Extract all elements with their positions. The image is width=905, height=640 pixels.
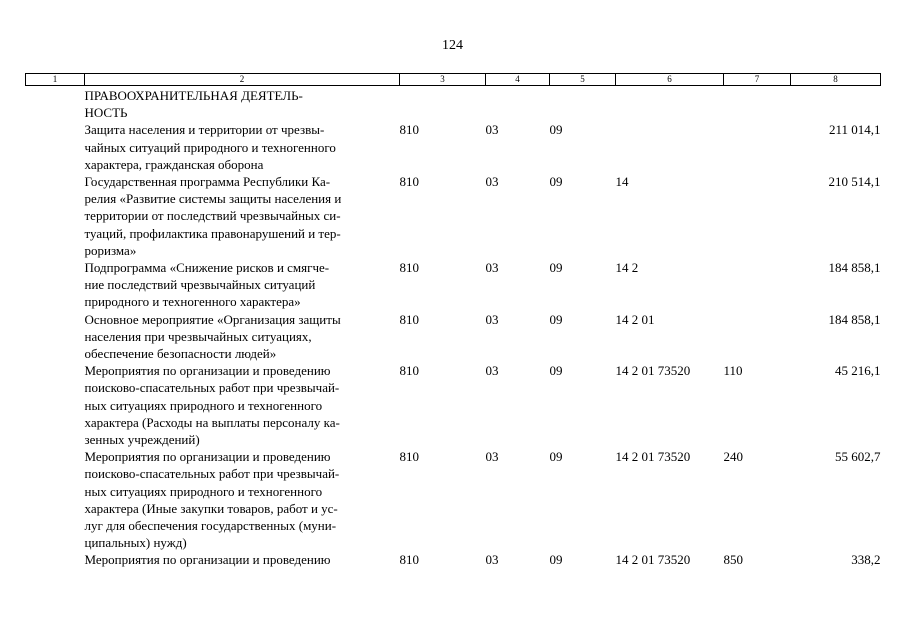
row-name-line: характера (Расходы на выплаты персоналу ка- [84,414,340,430]
row-number-cell [26,311,85,363]
cell-c7 [724,121,791,173]
row-name-line: характера, гражданская оборона [84,156,264,172]
cell-c5 [550,86,616,122]
row-name-line: населения при чрезвычайных ситуациях, [84,328,312,344]
cell-c8: 45 216,1 [835,363,881,379]
cell-c5: 09 [549,449,563,465]
cell-c7: 110 [723,363,743,379]
row-name-line: чайных ситуаций природного и техногенного [84,139,336,155]
row-name-line: характера (Иные закупки товаров, работ и ус- [84,500,338,516]
cell-c8: 55 602,7 [835,449,881,465]
row-name-line: ных ситуациях природного и техногенного [84,397,323,413]
cell-c8: 184 858,1 [828,311,881,327]
cell-c7: 240 [723,449,743,465]
cell-c6 [616,121,724,173]
row-name-line: обеспечение безопасности людей» [84,346,277,362]
row-name-cell [85,311,400,363]
row-name-line: природного и техногенного характера» [84,294,301,310]
table-row [26,259,881,311]
table-row [26,86,881,122]
row-number-cell [26,259,85,311]
table-body [26,86,881,569]
cell-c3 [400,86,486,122]
cell-c8 [791,86,881,122]
row-name-line: НОСТЬ [84,105,128,121]
cell-c5: 09 [549,174,563,190]
cell-c3: 810 [399,311,419,327]
row-name-line: зенных учреждений) [84,432,200,448]
row-name-line: Мероприятия по организации и проведению [84,449,331,465]
cell-c8: 184 858,1 [828,260,881,276]
cell-c4: 03 [485,260,499,276]
cell-c5: 09 [549,311,563,327]
row-name-line: Государственная программа Республики Ка- [84,174,331,190]
cell-c4: 03 [485,174,499,190]
cell-c4 [486,86,550,122]
column-header: 8 [791,74,881,86]
cell-c7 [724,311,791,363]
cell-c6: 14 2 01 73520 [615,449,691,465]
row-name-line: ных ситуациях природного и техногенного [84,483,323,499]
column-header: 6 [616,74,724,86]
cell-c3: 810 [399,449,419,465]
row-name-cell [85,121,400,173]
row-name-cell [85,259,400,311]
cell-c8: 210 514,1 [828,174,881,190]
row-number-cell [26,86,85,122]
row-name-line: Подпрограмма «Снижение рисков и смягче- [84,260,330,276]
cell-c3: 810 [399,174,419,190]
cell-c3: 810 [399,363,419,379]
table-row [26,362,881,448]
cell-c3: 810 [399,552,419,568]
cell-c5: 09 [549,260,563,276]
cell-c6 [616,86,724,122]
row-number-cell [26,551,85,568]
row-number-cell [26,173,85,259]
cell-c4: 03 [485,552,499,568]
table-row [26,121,881,173]
table-row [26,311,881,363]
row-name-line: Защита населения и территории от чрезвы- [84,122,325,138]
row-number-cell [26,448,85,551]
column-header: 2 [85,74,400,86]
cell-c7 [724,173,791,259]
cell-c6: 14 2 01 [615,311,655,327]
cell-c4: 03 [485,122,499,138]
row-name-line: туаций, профилактика правонарушений и тер- [84,225,341,241]
cell-c6: 14 2 01 73520 [615,363,691,379]
cell-c6: 14 2 [615,260,639,276]
cell-c7 [724,259,791,311]
column-header: 1 [26,74,85,86]
cell-c4: 03 [485,311,499,327]
row-name-line: Мероприятия по организации и проведению [84,363,331,379]
cell-c5: 09 [549,552,563,568]
row-name-cell [85,448,400,551]
row-name-line: ние последствий чрезвычайных ситуаций [84,277,316,293]
row-name-line: территории от последствий чрезвычайных си- [84,208,341,224]
row-name-cell [85,551,400,568]
budget-table [25,73,881,569]
row-name-cell [85,362,400,448]
row-name-cell [85,86,400,122]
cell-c8: 211 014,1 [828,122,881,138]
row-number-cell [26,362,85,448]
column-header: 5 [550,74,616,86]
cell-c5: 09 [549,122,563,138]
table-row [26,448,881,551]
cell-c7: 850 [723,552,743,568]
row-name-line: Мероприятия по организации и проведению [84,552,331,568]
row-name-line: поисково-спасательных работ при чрезвычай- [84,466,340,482]
column-header: 7 [724,74,791,86]
row-name-line: ПРАВООХРАНИТЕЛЬНАЯ ДЕЯТЕЛЬ- [84,88,303,103]
cell-c4: 03 [485,449,499,465]
column-header: 4 [486,74,550,86]
cell-c5: 09 [549,363,563,379]
row-name-line: поисково-спасательных работ при чрезвычай- [84,380,340,396]
cell-c6: 14 [615,174,629,190]
row-number-cell [26,121,85,173]
cell-c4: 03 [485,363,499,379]
table-row [26,551,881,568]
column-header: 3 [400,74,486,86]
cell-c3: 810 [399,260,419,276]
header-row [26,74,881,86]
cell-c3: 810 [399,122,419,138]
row-name-line: Основное мероприятие «Организация защиты [84,311,341,327]
row-name-cell [85,173,400,259]
row-name-line: роризма» [84,242,137,258]
row-name-line: релия «Развитие системы защиты населения и [84,191,342,207]
cell-c8: 338,2 [851,552,881,568]
row-name-line: ципальных) нужд) [84,535,187,551]
row-name-line: луг для обеспечения государственных (муни- [84,518,337,534]
cell-c6: 14 2 01 73520 [615,552,691,568]
cell-c7 [724,86,791,122]
page-number: 124 [442,38,463,53]
table-row [26,173,881,259]
